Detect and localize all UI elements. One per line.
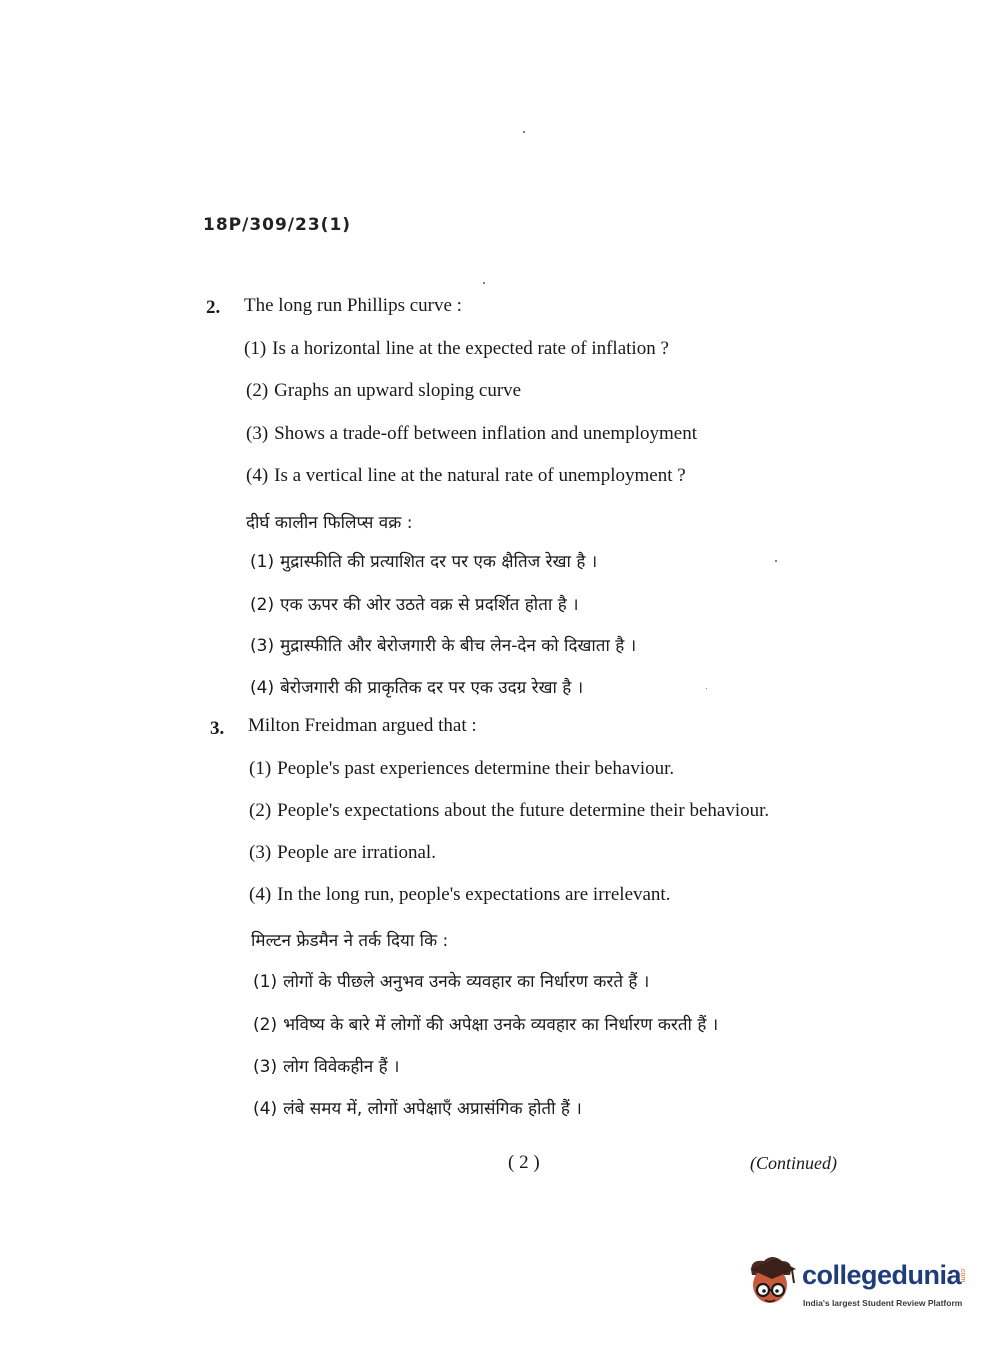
option-number: (3) <box>246 423 269 444</box>
option-text: लोगों के पीछले अनुभव उनके व्यवहार का निर्धारण करते हैं । <box>283 972 650 992</box>
option-en <box>249 800 769 822</box>
question-number: 2. <box>206 297 221 318</box>
question-stem-hi: मिल्टन फ्रेडमैन ने तर्क दिया कि : <box>251 931 449 951</box>
option-text: Shows a trade-off between inflation and unemployment <box>274 423 697 444</box>
option-text: मुद्रास्फीति की प्रत्याशित दर पर एक क्षैतिज रेखा है । <box>280 552 598 572</box>
scan-speck <box>523 131 525 133</box>
question-stem-hi: दीर्घ कालीन फिलिप्स वक्र : <box>246 513 413 533</box>
scan-speck <box>775 560 777 562</box>
option-number: (4) <box>250 678 275 698</box>
option-en <box>246 465 686 487</box>
option-hi <box>250 549 597 572</box>
page-number: ( 2 ) <box>508 1152 540 1173</box>
option-text: लंबे समय में, लोगों अपेक्षाएँ अप्रासंगिक होती हैं । <box>283 1099 582 1119</box>
option-number: (2) <box>250 595 275 615</box>
option-hi <box>253 1012 718 1035</box>
question-number: 3. <box>210 718 225 739</box>
collegedunia-mascot-icon <box>742 1253 798 1311</box>
option-number: (4) <box>253 1099 278 1119</box>
option-hi <box>250 592 579 615</box>
option-text: भविष्य के बारे में लोगों की अपेक्षा उनके व्यवहार का निर्धारण करती हैं । <box>283 1015 719 1035</box>
option-number: (2) <box>246 380 269 401</box>
option-en <box>249 842 436 864</box>
option-hi <box>250 675 583 698</box>
option-hi <box>253 969 649 992</box>
option-number: (4) <box>249 884 272 905</box>
option-text: लोग विवेकहीन हैं । <box>283 1057 400 1077</box>
question-stem-en: The long run Phillips curve : <box>244 295 462 316</box>
option-number: (1) <box>244 338 267 359</box>
option-en <box>246 423 697 445</box>
question-stem-en: Milton Freidman argued that : <box>248 715 477 736</box>
paper-code: 18P/309/23(1) <box>203 215 352 235</box>
collegedunia-watermark[interactable] <box>742 1249 972 1319</box>
option-number: (4) <box>246 465 269 486</box>
option-text: Is a vertical line at the natural rate of unemployment ? <box>274 465 686 486</box>
option-number: (1) <box>250 552 275 572</box>
option-text: People's expectations about the future determine their behaviour. <box>277 800 770 821</box>
scan-speck <box>706 688 707 689</box>
option-text: Is a horizontal line at the expected rate of inflation ? <box>272 338 669 359</box>
brand-suffix: .com <box>959 1267 966 1283</box>
option-text: Graphs an upward sloping curve <box>274 380 522 401</box>
option-text: People's past experiences determine their behaviour. <box>277 758 675 779</box>
option-en <box>244 338 669 360</box>
option-text: बेरोजगारी की प्राकृतिक दर पर एक उदग्र रेखा है । <box>280 678 584 698</box>
option-en <box>249 884 670 906</box>
option-hi <box>253 1096 582 1119</box>
option-text: In the long run, people's expectations are irrelevant. <box>277 884 671 905</box>
option-number: (1) <box>253 972 278 992</box>
option-number: (3) <box>249 842 272 863</box>
option-text: People are irrational. <box>277 842 436 863</box>
option-number: (2) <box>253 1015 278 1035</box>
option-text: एक ऊपर की ओर उठते वक्र से प्रदर्शित होता है । <box>280 595 579 615</box>
option-hi <box>250 633 636 656</box>
option-hi <box>253 1054 400 1077</box>
option-number: (3) <box>250 636 275 656</box>
brand-name: collegedunia <box>802 1260 962 1290</box>
option-en <box>249 758 674 780</box>
option-number: (2) <box>249 800 272 821</box>
continued-label: (Continued) <box>750 1153 837 1173</box>
brand-tagline: India's largest Student Review Platform <box>803 1298 963 1308</box>
option-number: (1) <box>249 758 272 779</box>
option-text: मुद्रास्फीति और बेरोजगारी के बीच लेन-देन को दिखाता है । <box>280 636 637 656</box>
option-en <box>246 380 521 402</box>
scan-speck <box>483 282 485 284</box>
option-number: (3) <box>253 1057 278 1077</box>
